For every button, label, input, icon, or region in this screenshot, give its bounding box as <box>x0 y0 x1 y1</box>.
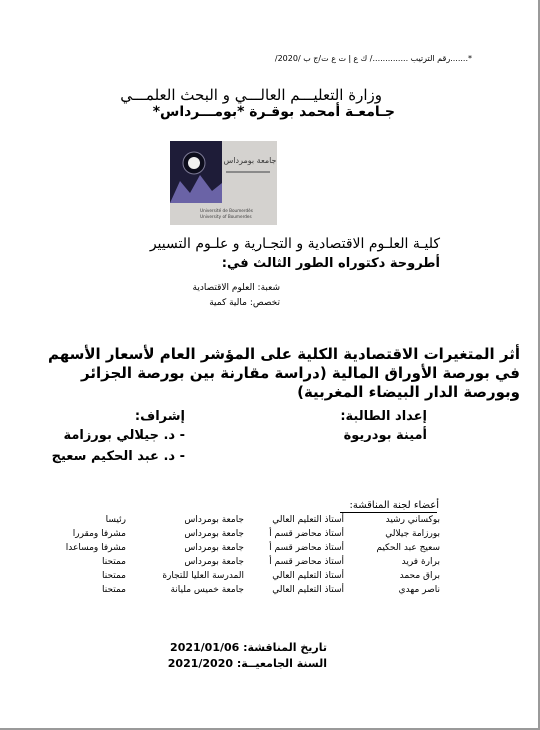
jury-member-rank: أستاذ محاضر قسم أ <box>269 543 344 553</box>
jury-member-name: بورزامة جيلالي <box>385 529 440 539</box>
jury-member-name: بوكساني رشيد <box>385 515 440 525</box>
logo-arabic-text: جامعة بومرداس <box>223 156 277 165</box>
logo-latin-line1: Université de Boumerdès <box>200 208 253 213</box>
jury-member-institution: جامعة بومرداس <box>184 515 244 525</box>
logo-latin-line2: University of Boumerdes <box>200 214 252 219</box>
jury-member-rank: أستاذ التعليم العالي <box>272 515 344 525</box>
jury-member-rank: أستاذ محاضر قسم أ <box>269 557 344 567</box>
jury-member-institution: جامعة خميس مليانة <box>170 585 244 595</box>
defense-date: تاريخ المناقشة: 2021/01/06 <box>170 641 327 654</box>
thesis-type: أطروحة دكتوراه الطور الثالث في: <box>221 256 440 271</box>
supervision-label: إشراف: <box>134 409 185 424</box>
jury-member-role: ممتحنا <box>101 571 126 581</box>
university-logo <box>170 141 277 225</box>
thesis-title: أثر المتغيرات الاقتصادية الكلية على المؤشر العام لأسعار الأسهم في بورصة الأوراق المالية (دراسة مقارنة بين بورصة الجزائر وبورصة الدار البيضاء المغربية) <box>47 345 520 401</box>
jury-member-name: برارة فريد <box>401 557 440 567</box>
jury-member-institution: جامعة بومرداس <box>184 529 244 539</box>
jury-member-role: ممتحنا <box>101 557 126 567</box>
jury-row <box>30 584 440 598</box>
faculty-name: كليـة العلـوم الاقتصادية و التجـارية و علـوم التسيير <box>149 236 440 252</box>
jury-member-role: مشرفا ومساعدا <box>65 543 126 553</box>
jury-row <box>30 556 440 570</box>
academic-year: السنة الجامعيــة: 2021/2020 <box>167 657 327 670</box>
branch-field: شعبة: العلوم الاقتصادية <box>192 283 280 293</box>
jury-member-name: ناصر مهدي <box>398 585 440 595</box>
jury-row <box>30 570 440 584</box>
jury-row <box>30 542 440 556</box>
jury-row <box>30 514 440 528</box>
jury-member-rank: أستاذ التعليم العالي <box>272 585 344 595</box>
jury-member-role: رئيسا <box>105 515 126 525</box>
jury-member-institution: جامعة بومرداس <box>184 543 244 553</box>
jury-member-rank: أستاذ محاضر قسم أ <box>269 529 344 539</box>
jury-member-name: سعيج عبد الحكيم <box>376 543 440 553</box>
jury-member-institution: المدرسة العليا للتجارة <box>162 571 244 581</box>
jury-member-role: ممتحنا <box>101 585 126 595</box>
jury-member-rank: أستاذ التعليم العالي <box>272 571 344 581</box>
reference-number: *.......رقم الترتيب ............../ ك ع إ ت ع ت/ج ب /2020/ <box>274 54 472 63</box>
jury-label-underline <box>340 512 437 513</box>
jury-label: أعضاء لجنة المناقشة: <box>349 500 439 511</box>
university-name: جـامعـة أمحمد بوقـرة *بومـــرداس* <box>152 104 395 120</box>
prepared-by-label: إعداد الطالبة: <box>340 409 427 424</box>
jury-member-institution: جامعة بومرداس <box>184 557 244 567</box>
jury-member-role: مشرفا ومقررا <box>72 529 126 539</box>
jury-table <box>30 514 440 598</box>
student-name: أمينة بودريوة <box>343 428 427 443</box>
jury-member-name: براق محمد <box>399 571 440 581</box>
supervisor-2: - د. عبد الحكيم سعيج <box>51 449 185 464</box>
jury-row <box>30 528 440 542</box>
supervisor-1: - د. جيلالي بورزامة <box>63 428 185 443</box>
ministry-heading: وزارة التعليـــم العالـــي و البحث العلمـــي <box>120 86 382 104</box>
specialization-field: تخصص: مالية كمية <box>209 298 280 308</box>
